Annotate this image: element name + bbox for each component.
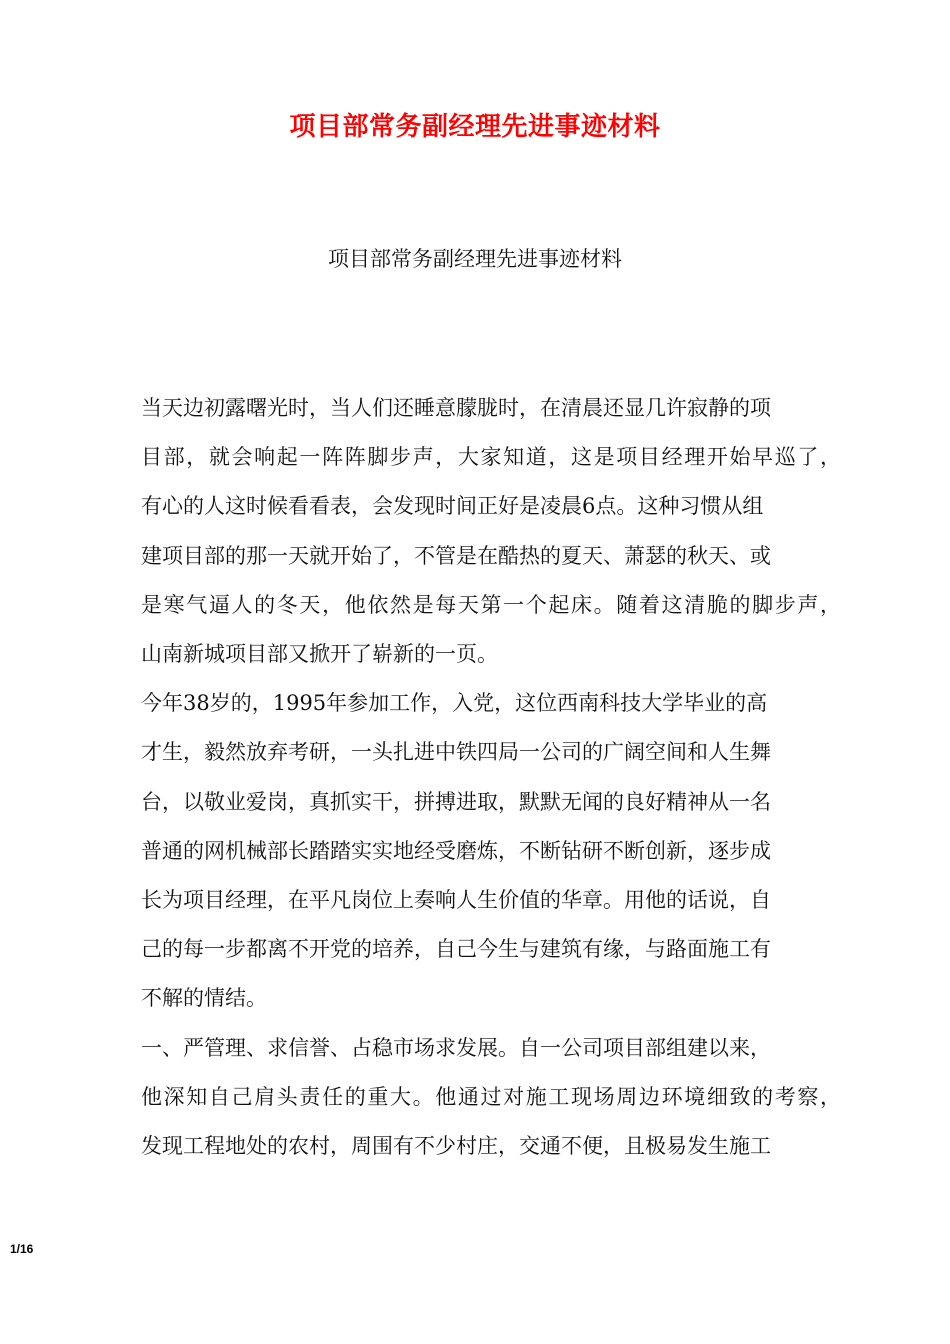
page-number: 1/16 [10,1242,34,1256]
text-line: 是寒气逼人的冬天，他依然是每天第一个起床。随着这清脆的脚步声， [141,592,841,617]
text-line: 普通的网机械部长踏踏实实地经受磨炼，不断钻研不断创新，逐步成 [141,838,771,863]
text-line: 己的每一步都离不开党的培养，自己今生与建筑有缘，与路面施工有 [141,937,771,962]
text-line: 目部，就会响起一阵阵脚步声，大家知道，这是项目经理开始早巡了， [141,445,841,470]
text-line: 才生，毅然放弃考研，一头扎进中铁四局一公司的广阔空间和人生舞 [141,740,771,765]
document-subtitle: 项目部常务副经理先进事迹材料 [328,247,622,271]
text-line: 今年38岁的，1995年参加工作，入党，这位西南科技大学毕业的高 [141,691,768,716]
text-line: 当天边初露曙光时，当人们还睡意朦胧时，在清晨还显几许寂静的项 [141,396,771,420]
text-line: 山南新城项目部又掀开了崭新的一页。 [141,642,498,667]
text-line: 台，以敬业爱岗，真抓实干，拼搏进取，默默无闻的良好精神从一名 [141,789,771,814]
text-line: 发现工程地处的农村，周围有不少村庄，交通不便，且极易发生施工 [141,1134,771,1159]
document-title: 项目部常务副经理先进事迹材料 [289,112,661,142]
text-line: 他深知自己肩头责任的重大。他通过对施工现场周边环境细致的考察， [141,1084,841,1109]
text-line: 一、严管理、求信誉、占稳市场求发展。自一公司项目部组建以来， [141,1035,771,1060]
text-line: 不解的情结。 [141,986,267,1011]
text-line: 建项目部的那一天就开始了，不管是在酷热的夏天、萧瑟的秋天、或 [141,543,771,568]
text-line: 长为项目经理，在平凡岗位上奏响人生价值的华章。用他的话说，自 [141,888,771,913]
body-text [141,384,841,1171]
text-line: 有心的人这时候看看表，会发现时间正好是凌晨6点。这种习惯从组 [141,494,764,519]
